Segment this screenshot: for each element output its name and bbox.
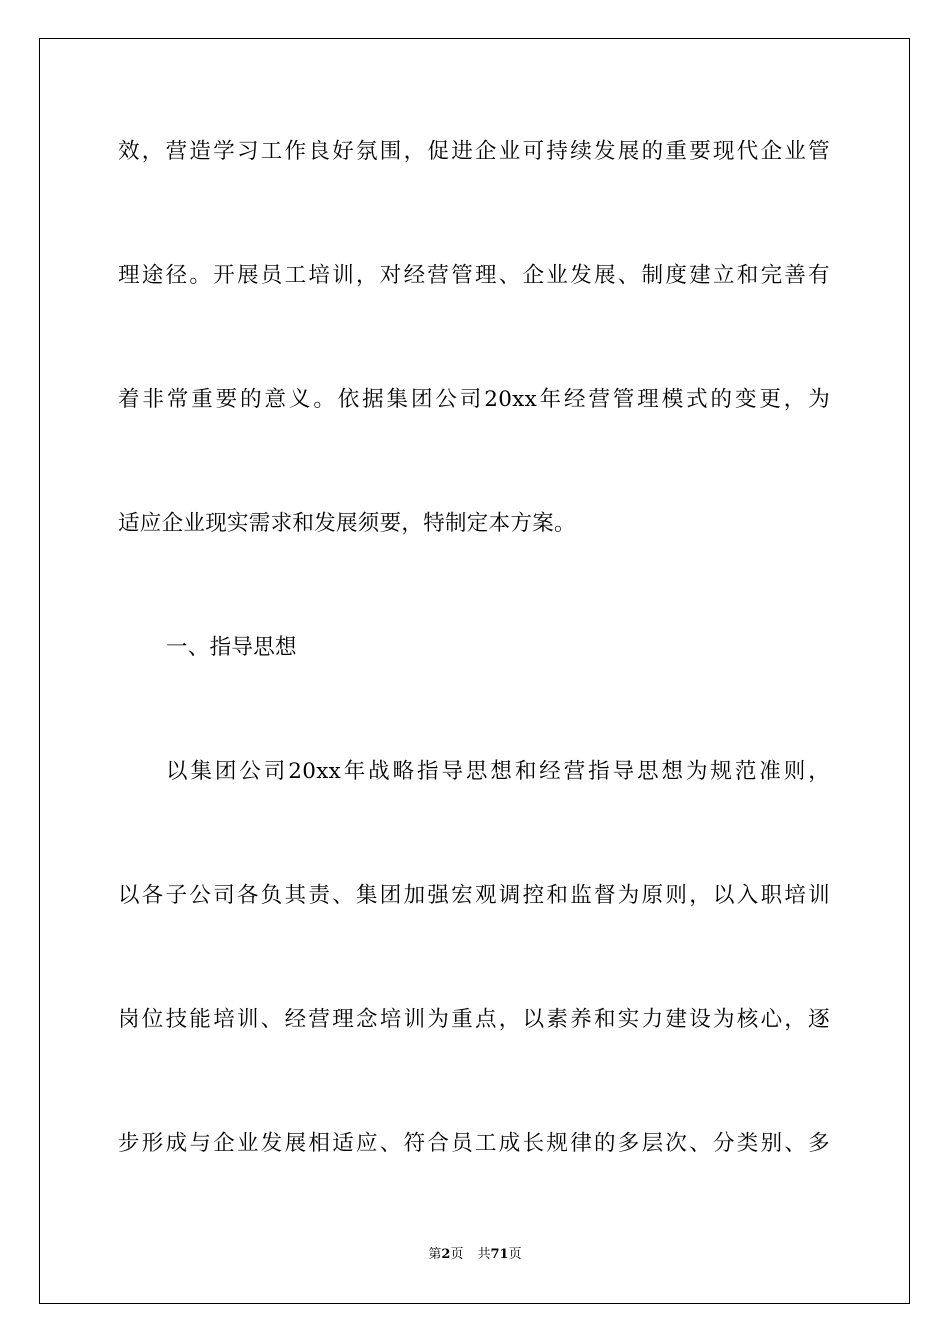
paragraph-line-4: 适应企业现实需求和发展须要，特制定本方案。	[118, 511, 576, 536]
page-footer	[0, 1246, 950, 1264]
paragraph-line-2: 理途径。开展员工培训，对经营管理、企业发展、制度建立和完善有	[118, 263, 830, 288]
footer-page-prefix: 第	[428, 1247, 442, 1262]
paragraph-line-7: 岗位技能培训、经营理念培训为重点，以素养和实力建设为核心，逐	[118, 1007, 830, 1032]
footer-total-pages: 71	[490, 1247, 509, 1262]
footer-total-suffix: 页	[508, 1247, 522, 1262]
footer-total-prefix: 共	[477, 1247, 491, 1262]
paragraph-line-5: 以集团公司20xx年战略指导思想和经营指导思想为规范准则，	[166, 759, 830, 784]
paragraph-line-1: 效，营造学习工作良好氛围，促进企业可持续发展的重要现代企业管	[118, 139, 830, 164]
footer-page-suffix: 页	[450, 1247, 464, 1262]
paragraph-line-6: 以各子公司各负其责、集团加强宏观调控和监督为原则，以入职培训	[118, 883, 830, 908]
paragraph-line-3: 着非常重要的意义。依据集团公司20xx年经营管理模式的变更，为	[118, 387, 830, 412]
section-heading: 一、指导思想	[166, 635, 297, 660]
page-border	[39, 38, 910, 1304]
paragraph-line-8: 步形成与企业发展相适应、符合员工成长规律的多层次、分类别、多	[118, 1131, 830, 1156]
footer-page-number: 2	[441, 1247, 451, 1262]
